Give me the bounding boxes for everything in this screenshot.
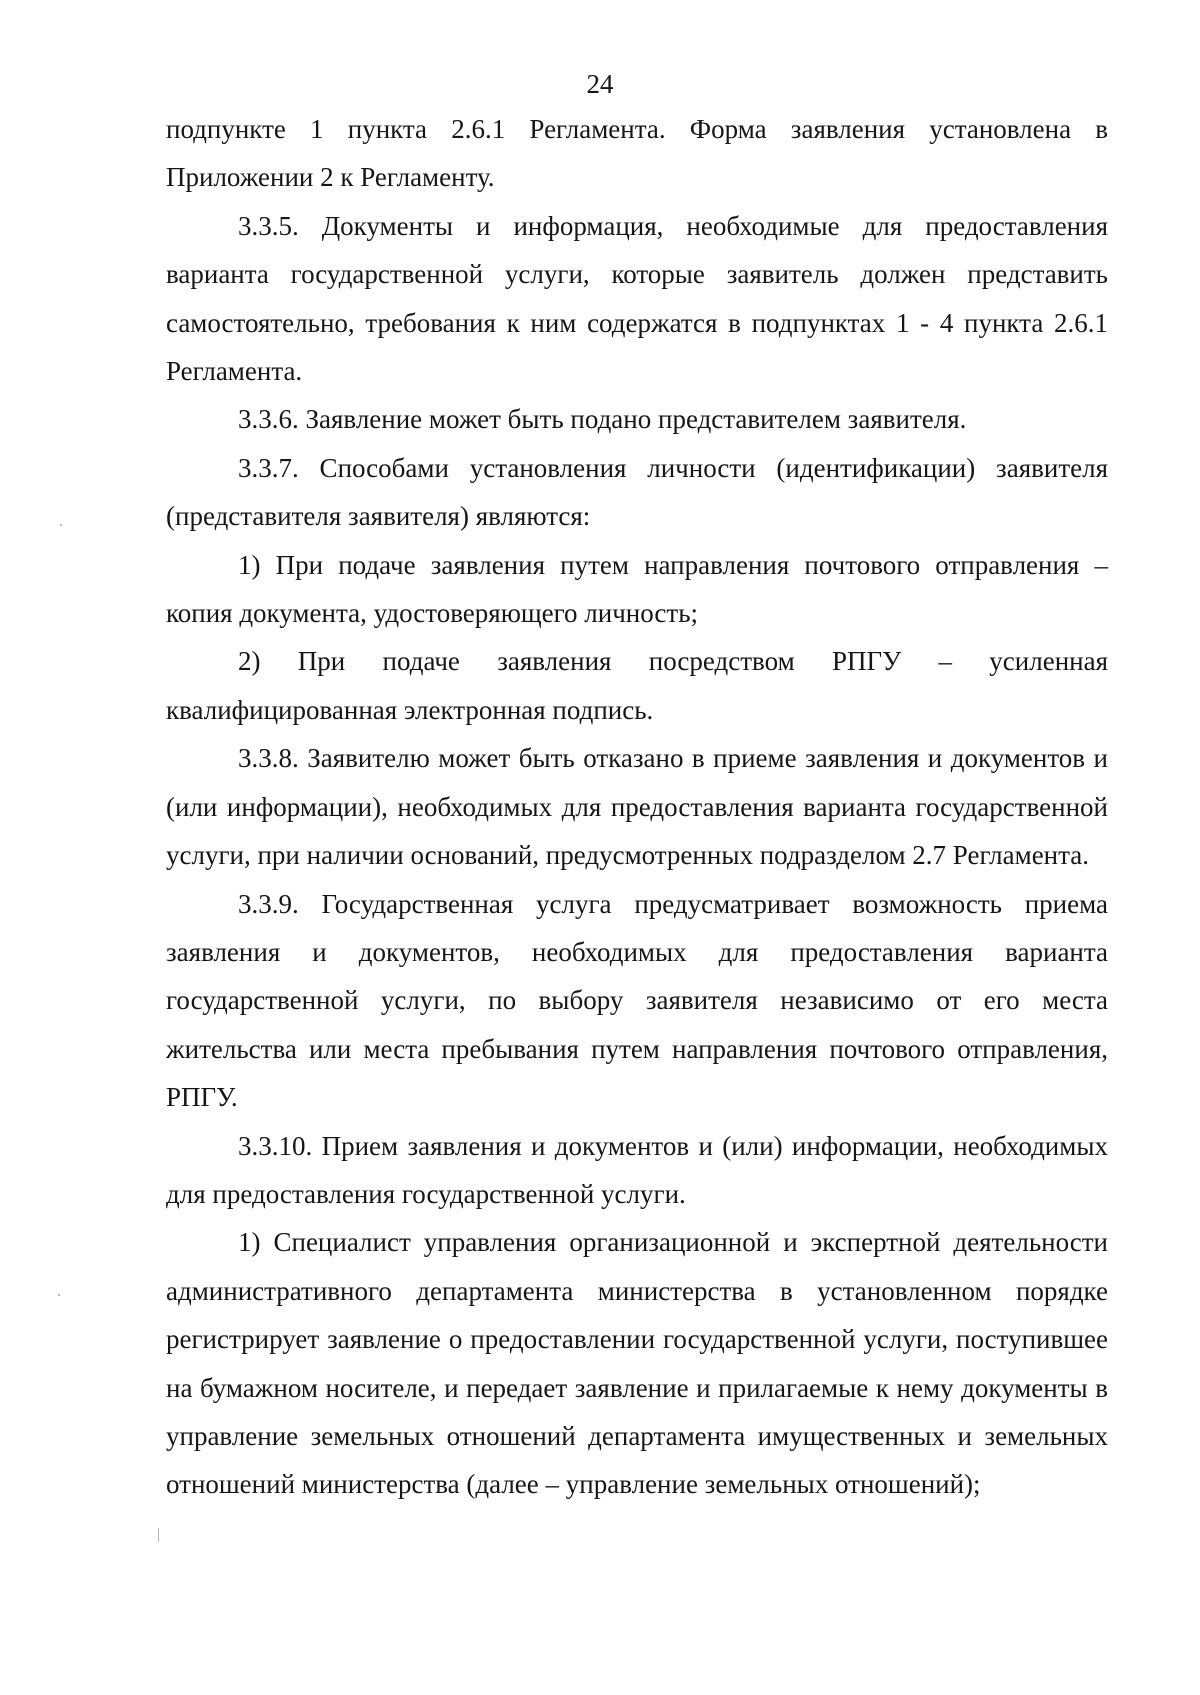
paragraph-3-3-8: 3.3.8. Заявителю может быть отказано в приеме заявления и документов и (или информации), необходимых для предоставления варианта государственной услуги, при наличии оснований, предусмотренных подразделом 2.7 Регламента. xyxy=(166,743,1108,871)
list-item-1: 1) При подаче заявления путем направления почтового отправления – копия документа, удостоверяющего личность; xyxy=(166,549,1108,629)
paragraph-3-3-9: 3.3.9. Государственная услуга предусматривает возможность приема заявления и документов, необходимых для предоставления варианта государственной услуги, по выбору заявителя независимо от его места жительства или места пребывания путем направления почтового отправления, РПГУ. xyxy=(166,888,1108,1113)
list-item-2: 2) При подаче заявления посредством РПГУ – усиленная квалифицированная электронная подпись. xyxy=(166,646,1108,725)
paragraph-3-3-10: 3.3.10. Прием заявления и документов и (или) информации, необходимых для предоставления государственной услуги. xyxy=(166,1130,1108,1209)
scan-speck xyxy=(58,1294,60,1296)
document-body xyxy=(166,105,1108,1509)
scan-speck xyxy=(158,1528,159,1542)
paragraph-3-3-7: 3.3.7. Способами установления личности (идентификации) заявителя (представителя заявителя) являются: xyxy=(166,452,1108,532)
page-number: 24 xyxy=(586,69,614,99)
paragraph-3-3-5: 3.3.5. Документы и информация, необходимые для предоставления варианта государственной услуги, которые заявитель должен представить самостоятельно, требования к ним содержатся в подпунктах 1 - 4 пункта 2.6.1 Регламента. xyxy=(166,210,1108,387)
scan-speck xyxy=(60,524,62,526)
paragraph-continuation: подпункте 1 пункта 2.6.1 Регламента. Форма заявления установлена в Приложении 2 к Регламенту. xyxy=(166,114,1108,193)
paragraph-3-3-6: 3.3.6. Заявление может быть подано представителем заявителя. xyxy=(238,404,967,435)
list-item-specialist: 1) Специалист управления организационной и экспертной деятельности административного департамента министерства в установленном порядке регистрирует заявление о предоставлении государственной услуги, поступившее на бумажном носителе, и передает заявление и прилагаемые к нему документы в управление земельных отношений департамента имущественных и земельных отношений министерства (далее – управление земельных отношений); xyxy=(166,1227,1108,1500)
